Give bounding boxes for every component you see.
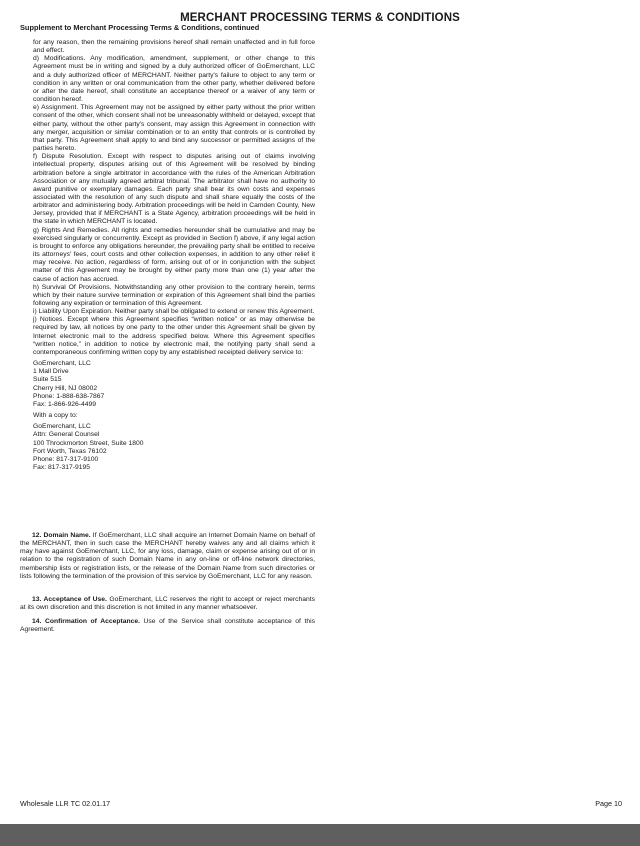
section-heading: 12. Domain Name. [32, 532, 91, 539]
section-text: If GoEmerchant, LLC shall acquire an Internet Domain Name on behalf of the MERCHANT, then in such case the MERCHANT hereby waives any and all claims which it may have against GoEmerchant, LLC, for any loss, damage, claim or expense arising out of or in relation to the registration of such Domain Name in any on-line or off-line network directories, membership lists or registration lists, or the release of the Domain Name from such directories or lists following the termination of the provision of this service by GoEmerchant, LLC for any reason. [20, 532, 315, 580]
address-copy [33, 423, 315, 472]
address-line: Cherry Hill, NJ 08002 [33, 384, 98, 392]
address-line: Phone: 1-888-638-7867 [33, 392, 105, 400]
section-heading: 14. Confirmation of Acceptance. [32, 618, 140, 625]
paragraph-survival: h) Survival Of Provisions. Notwithstanding any other provision to the contrary herein, terms which by their nature survive termination or expiration of this Agreement shall bind the parties following any expiration or termination of this Agreement. [33, 283, 315, 307]
section-acceptance-of-use [20, 596, 315, 612]
address-primary [33, 360, 315, 409]
address-line: Fax: 1-866-926-4499 [33, 400, 97, 408]
paragraph-liability: i) Liability Upon Expiration. Neither party shall be obligated to extend or renew this Agreement. [33, 308, 315, 316]
address-line: Suite 515 [33, 376, 62, 384]
footer-document-id: Wholesale LLR TC 02.01.17 [20, 799, 111, 808]
terms-body [33, 39, 315, 472]
section-heading: 13. Acceptance of Use. [32, 596, 107, 603]
section-domain-name [20, 532, 315, 581]
address-line: 1 Mall Drive [33, 368, 69, 376]
paragraph-dispute-resolution: f) Dispute Resolution. Except with respect to disputes arising out of claims involving intellectual property, disputes arising out of this Agreement will be resolved by binding arbitration before a single arbitrator in accordance with the rules of the American Arbitration Association or any mutually agreed arbitral tribunal. The arbitrator shall have no authority to award punitive or exemplary damages. Each party shall bear its own costs and expenses associated with the resolution of any such dispute and shall share equally the costs of the arbitrator and administering body. Arbitration proceedings will be held in Camden County, New Jersey, provided that if MERCHANT is a State Agency, arbitration proceedings will be held in the state in which MERCHANT is located. [33, 153, 315, 226]
copy-label: With a copy to: [33, 412, 78, 420]
paragraph-assignment: e) Assignment. This Agreement may not be assigned by either party without the prior written consent of the other, which consent shall not be unreasonably withheld or delayed, except that either party, without the other party's consent, may assign this Agreement in connection with any merger, acquisition or similar combination or to an entity that controls or is controlled by that party. This Agreement shall apply to and bind any successor or permitted assigns of the parties hereto. [33, 104, 315, 153]
paragraph-continuation: for any reason, then the remaining provisions hereof shall remain unaffected and in full force and effect. [33, 39, 315, 55]
address-line: Phone: 817-317-9100 [33, 455, 99, 463]
paragraph-rights-remedies: g) Rights And Remedies. All rights and remedies hereunder shall be cumulative and may be exercised singularly or concurrently. Except as provided in Section f) above, if any legal action is brought to enforce any obligations hereunder, the prevailing party shall be entitled to receive its attorneys' fees, court costs and other collection expenses, in addition to any other relief it may receive. No action, regardless of form, arising out of or in conjunction with the subject matter of this Agreement may be brought by either party more than one (1) year after the cause of action has accrued. [33, 226, 315, 283]
paragraph-modifications: d) Modifications. Any modification, amendment, supplement, or other change to this Agreement must be in writing and signed by a duly authorized officer of GoEmerchant, LLC and a duly authorized officer of MERCHANT. Neither party's failure to object to any term or condition in any written or oral communication from the other party, whether delivered before or after the date hereof, shall constitute an acceptance thereof or a waiver of any term or condition hereof. [33, 55, 315, 104]
page-title: MERCHANT PROCESSING TERMS & CONDITIONS [180, 12, 460, 24]
section-confirmation [20, 618, 315, 634]
address-line: Fort Worth, Texas 76102 [33, 447, 107, 455]
section-text: Use of the Service shall constitute acceptance of this Agreement. [20, 618, 315, 634]
footer-page-number: Page 10 [595, 799, 622, 808]
address-line: Fax: 817-317-9195 [33, 463, 91, 471]
address-line: 100 Throckmorton Street, Suite 1800 [33, 439, 144, 447]
address-line: GoEmerchant, LLC [33, 360, 91, 368]
viewer-bottom-bar [0, 824, 640, 846]
paragraph-notices: j) Notices. Except where this Agreement specifies “written notice” or as may otherwise be required by law, all notices by one party to the other under this Agreement shall be given by Internet electronic mail to the address specified below. Where this Agreement specifies “written notice,” in addition to notice by electronic mail, the notifying party shall send a contemporaneous confirming written copy by any established receipted delivery service to: [33, 316, 315, 356]
section-text: GoEmerchant, LLC reserves the right to accept or reject merchants at its own discretion and this discretion is not limited in any manner whatsoever. [20, 596, 316, 612]
address-line: GoEmerchant, LLC [33, 423, 91, 431]
page-subtitle: Supplement to Merchant Processing Terms & Conditions, continued [20, 23, 260, 32]
address-line: Attn: General Counsel [33, 431, 100, 439]
